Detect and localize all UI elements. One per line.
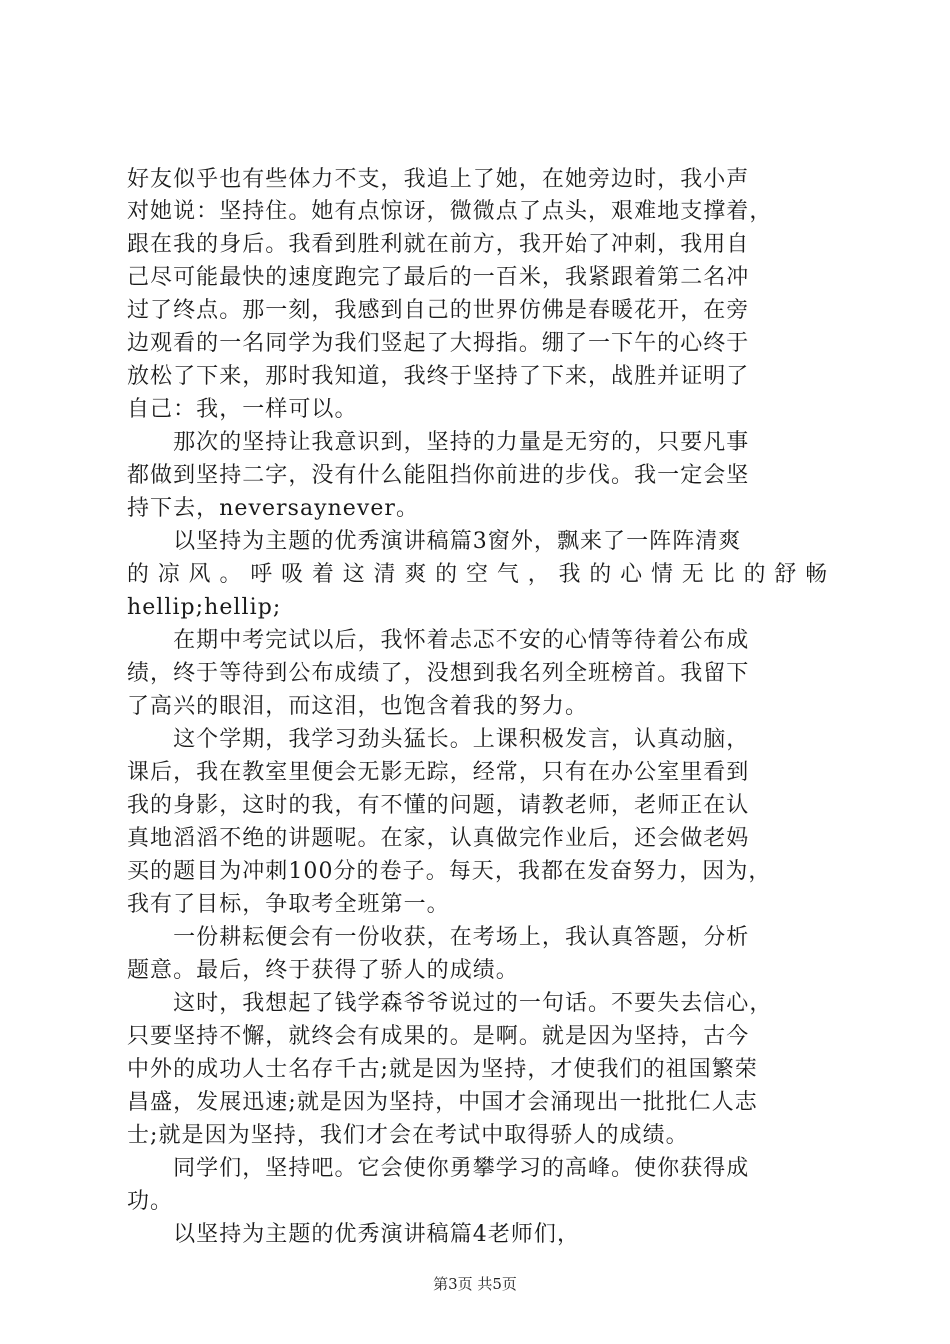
text-line: 己尽可能最快的速度跑完了最后的一百米，我紧跟着第二名冲 [127, 265, 750, 290]
text-line: 对她说：坚持住。她有点惊讶，微微点了点头，艰难地支撑着， [127, 199, 773, 224]
text-line: 买的题目为冲刺100分的卷子。每天，我都在发奋努力，因为， [127, 859, 772, 884]
text-line: 课后，我在教室里便会无影无踪，经常，只有在办公室里看到 [127, 760, 750, 785]
text-line: 士;就是因为坚持，我们才会在考试中取得骄人的成绩。 [127, 1123, 689, 1148]
text-line: 那次的坚持让我意识到，坚持的力量是无穷的，只要凡事 [127, 430, 750, 455]
text-line: 过了终点。那一刻，我感到自己的世界仿佛是春暖花开，在旁 [127, 298, 750, 323]
text-line: 自己：我，一样可以。 [127, 397, 358, 422]
text-line: 一份耕耘便会有一份收获，在考场上，我认真答题，分析 [127, 925, 750, 950]
text-line: 我有了目标，争取考全班第一。 [127, 892, 450, 917]
text-line: 以坚持为主题的优秀演讲稿篇4老师们， [127, 1222, 580, 1247]
text-line: 以坚持为主题的优秀演讲稿篇3窗外，飘来了一阵阵清爽 [127, 529, 742, 554]
text-line: 我的身影，这时的我，有不懂的问题，请教老师，老师正在认 [127, 793, 750, 818]
text-line: 这个学期，我学习劲头猛长。上课积极发言，认真动脑， [127, 727, 750, 752]
text-line: 的 凉 风 。 呼 吸 着 这 清 爽 的 空 气 ， 我 的 心 情 无 比 的 舒 畅 [127, 562, 829, 587]
text-line: 题意。最后，终于获得了骄人的成绩。 [127, 958, 519, 983]
text-line: 放松了下来，那时我知道，我终于坚持了下来，战胜并证明了 [127, 364, 750, 389]
text-line: 昌盛，发展迅速;就是因为坚持，中国才会涌现出一批批仁人志 [127, 1090, 758, 1115]
text-line: 持下去，neversaynever。 [127, 496, 420, 521]
text-line: 绩，终于等待到公布成绩了，没想到我名列全班榜首。我留下 [127, 661, 750, 686]
text-line: 功。 [127, 1189, 174, 1214]
text-line: hellip;hellip; [127, 595, 282, 620]
text-line: 好友似乎也有些体力不支，我追上了她，在她旁边时，我小声 [127, 167, 750, 192]
text-line: 中外的成功人士名存千古;就是因为坚持，才使我们的祖国繁荣 [127, 1057, 758, 1082]
text-line: 都做到坚持二字，没有什么能阻挡你前进的步伐。我一定会坚 [127, 463, 750, 488]
text-line: 了高兴的眼泪，而这泪，也饱含着我的努力。 [127, 694, 589, 719]
text-line: 同学们，坚持吧。它会使你勇攀学习的高峰。使你获得成 [127, 1156, 750, 1181]
text-line: 这时，我想起了钱学森爷爷说过的一句话。不要失去信心， [127, 991, 773, 1016]
text-line: 跟在我的身后。我看到胜利就在前方，我开始了冲刺，我用自 [127, 232, 750, 257]
text-line: 边观看的一名同学为我们竖起了大拇指。绷了一下午的心终于 [127, 331, 750, 356]
text-line: 在期中考完试以后，我怀着忐忑不安的心情等待着公布成 [127, 628, 750, 653]
text-line: 只要坚持不懈，就终会有成果的。是啊。就是因为坚持，古今 [127, 1024, 750, 1049]
page-number-footer: 第3页 共5页 [433, 1275, 517, 1293]
text-line: 真地滔滔不绝的讲题呢。在家，认真做完作业后，还会做老妈 [127, 826, 750, 851]
